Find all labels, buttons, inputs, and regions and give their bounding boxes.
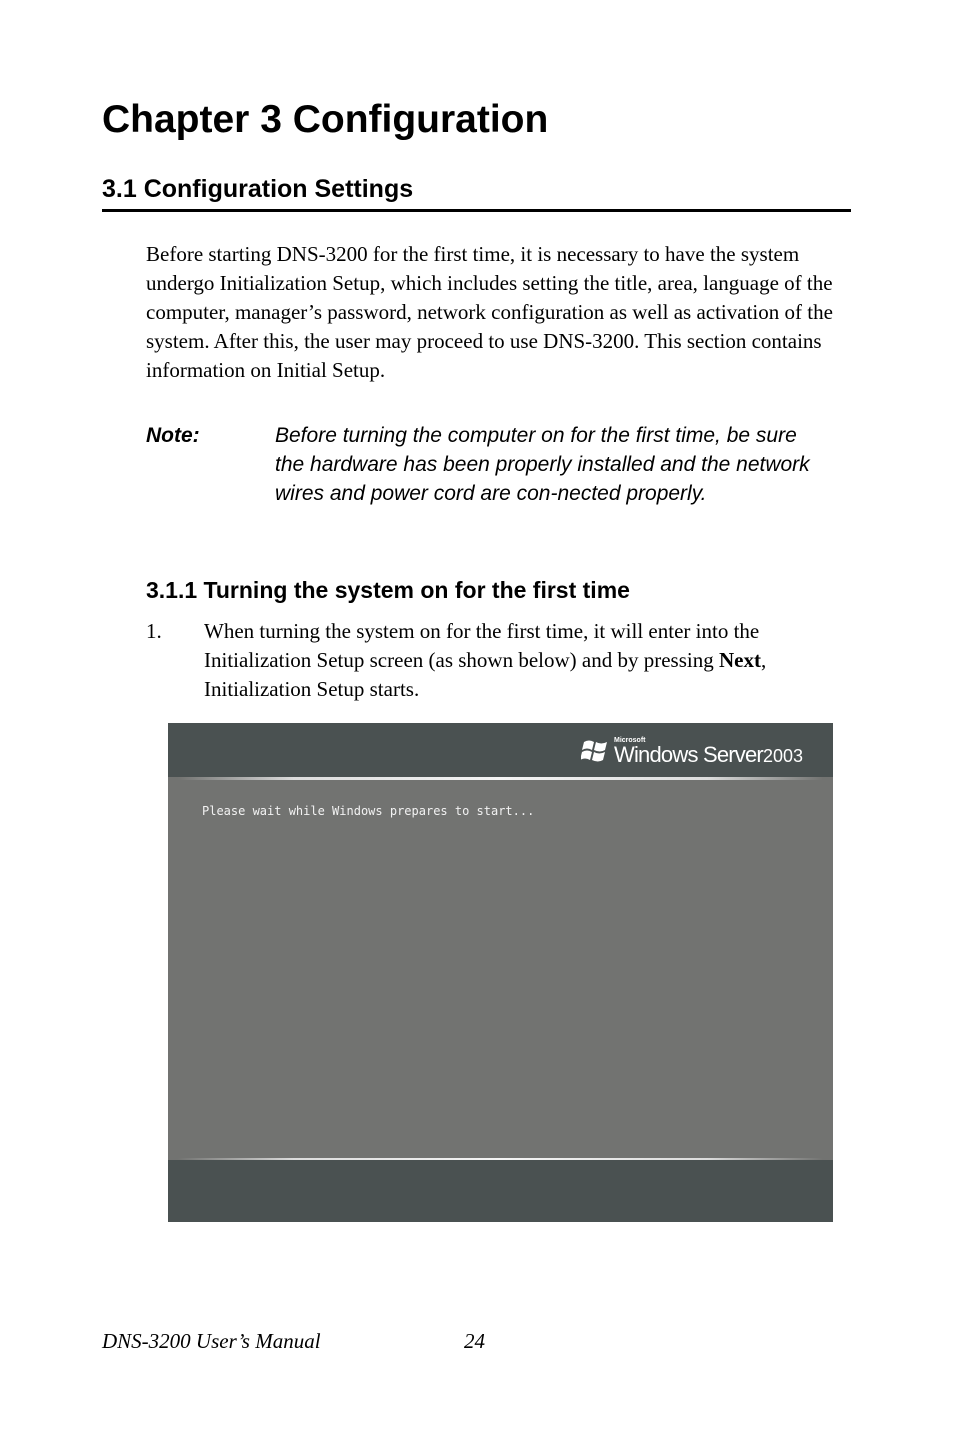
logo-version: 2003 bbox=[762, 746, 804, 766]
step-text-next-bold: Next bbox=[718, 648, 761, 672]
section-heading: 3.1 Configuration Settings bbox=[102, 172, 851, 212]
screen-bottom-band bbox=[168, 1160, 833, 1222]
step-text-end: , Initialization Setup starts. bbox=[204, 648, 767, 701]
screen-top-divider bbox=[178, 777, 823, 780]
note-text: Before turning the computer on for the first time, be sure the hardware has been properly installed and the network wires and power cord are con-nected properly. bbox=[275, 424, 810, 505]
footer-manual-title: DNS-3200 User’s Manual bbox=[102, 1329, 321, 1353]
footer-page-number: 24 bbox=[464, 1329, 485, 1353]
logo-product-name bbox=[614, 743, 803, 768]
windows-flag-icon bbox=[581, 738, 611, 764]
boot-message: Please wait while Windows prepares to start... bbox=[202, 804, 535, 818]
boot-screenshot bbox=[168, 723, 833, 1222]
step-number: 1. bbox=[146, 619, 162, 643]
chapter-title: Chapter 3 Configuration bbox=[102, 98, 549, 141]
logo-product-text: Windows Server bbox=[614, 742, 763, 767]
note-label: Note: bbox=[146, 424, 200, 447]
subsection-heading: 3.1.1 Turning the system on for the first time bbox=[146, 577, 630, 603]
step-text bbox=[204, 617, 854, 704]
step-text-start: When turning the system on for the first time, it will enter into the Initialization Setup screen (as shown below) and by pressing bbox=[204, 619, 760, 672]
intro-paragraph: Before starting DNS-3200 for the first time, it is necessary to have the system undergo Initialization Setup, which includes setting the title, area, language of the computer, manager’s password, network configuration as well as activation of the system. After this, the user may proceed to use DNS-3200. This section contains information on Initial Setup. bbox=[146, 242, 833, 382]
windows-server-logo bbox=[581, 735, 821, 769]
logo-company: Microsoft bbox=[614, 737, 646, 744]
